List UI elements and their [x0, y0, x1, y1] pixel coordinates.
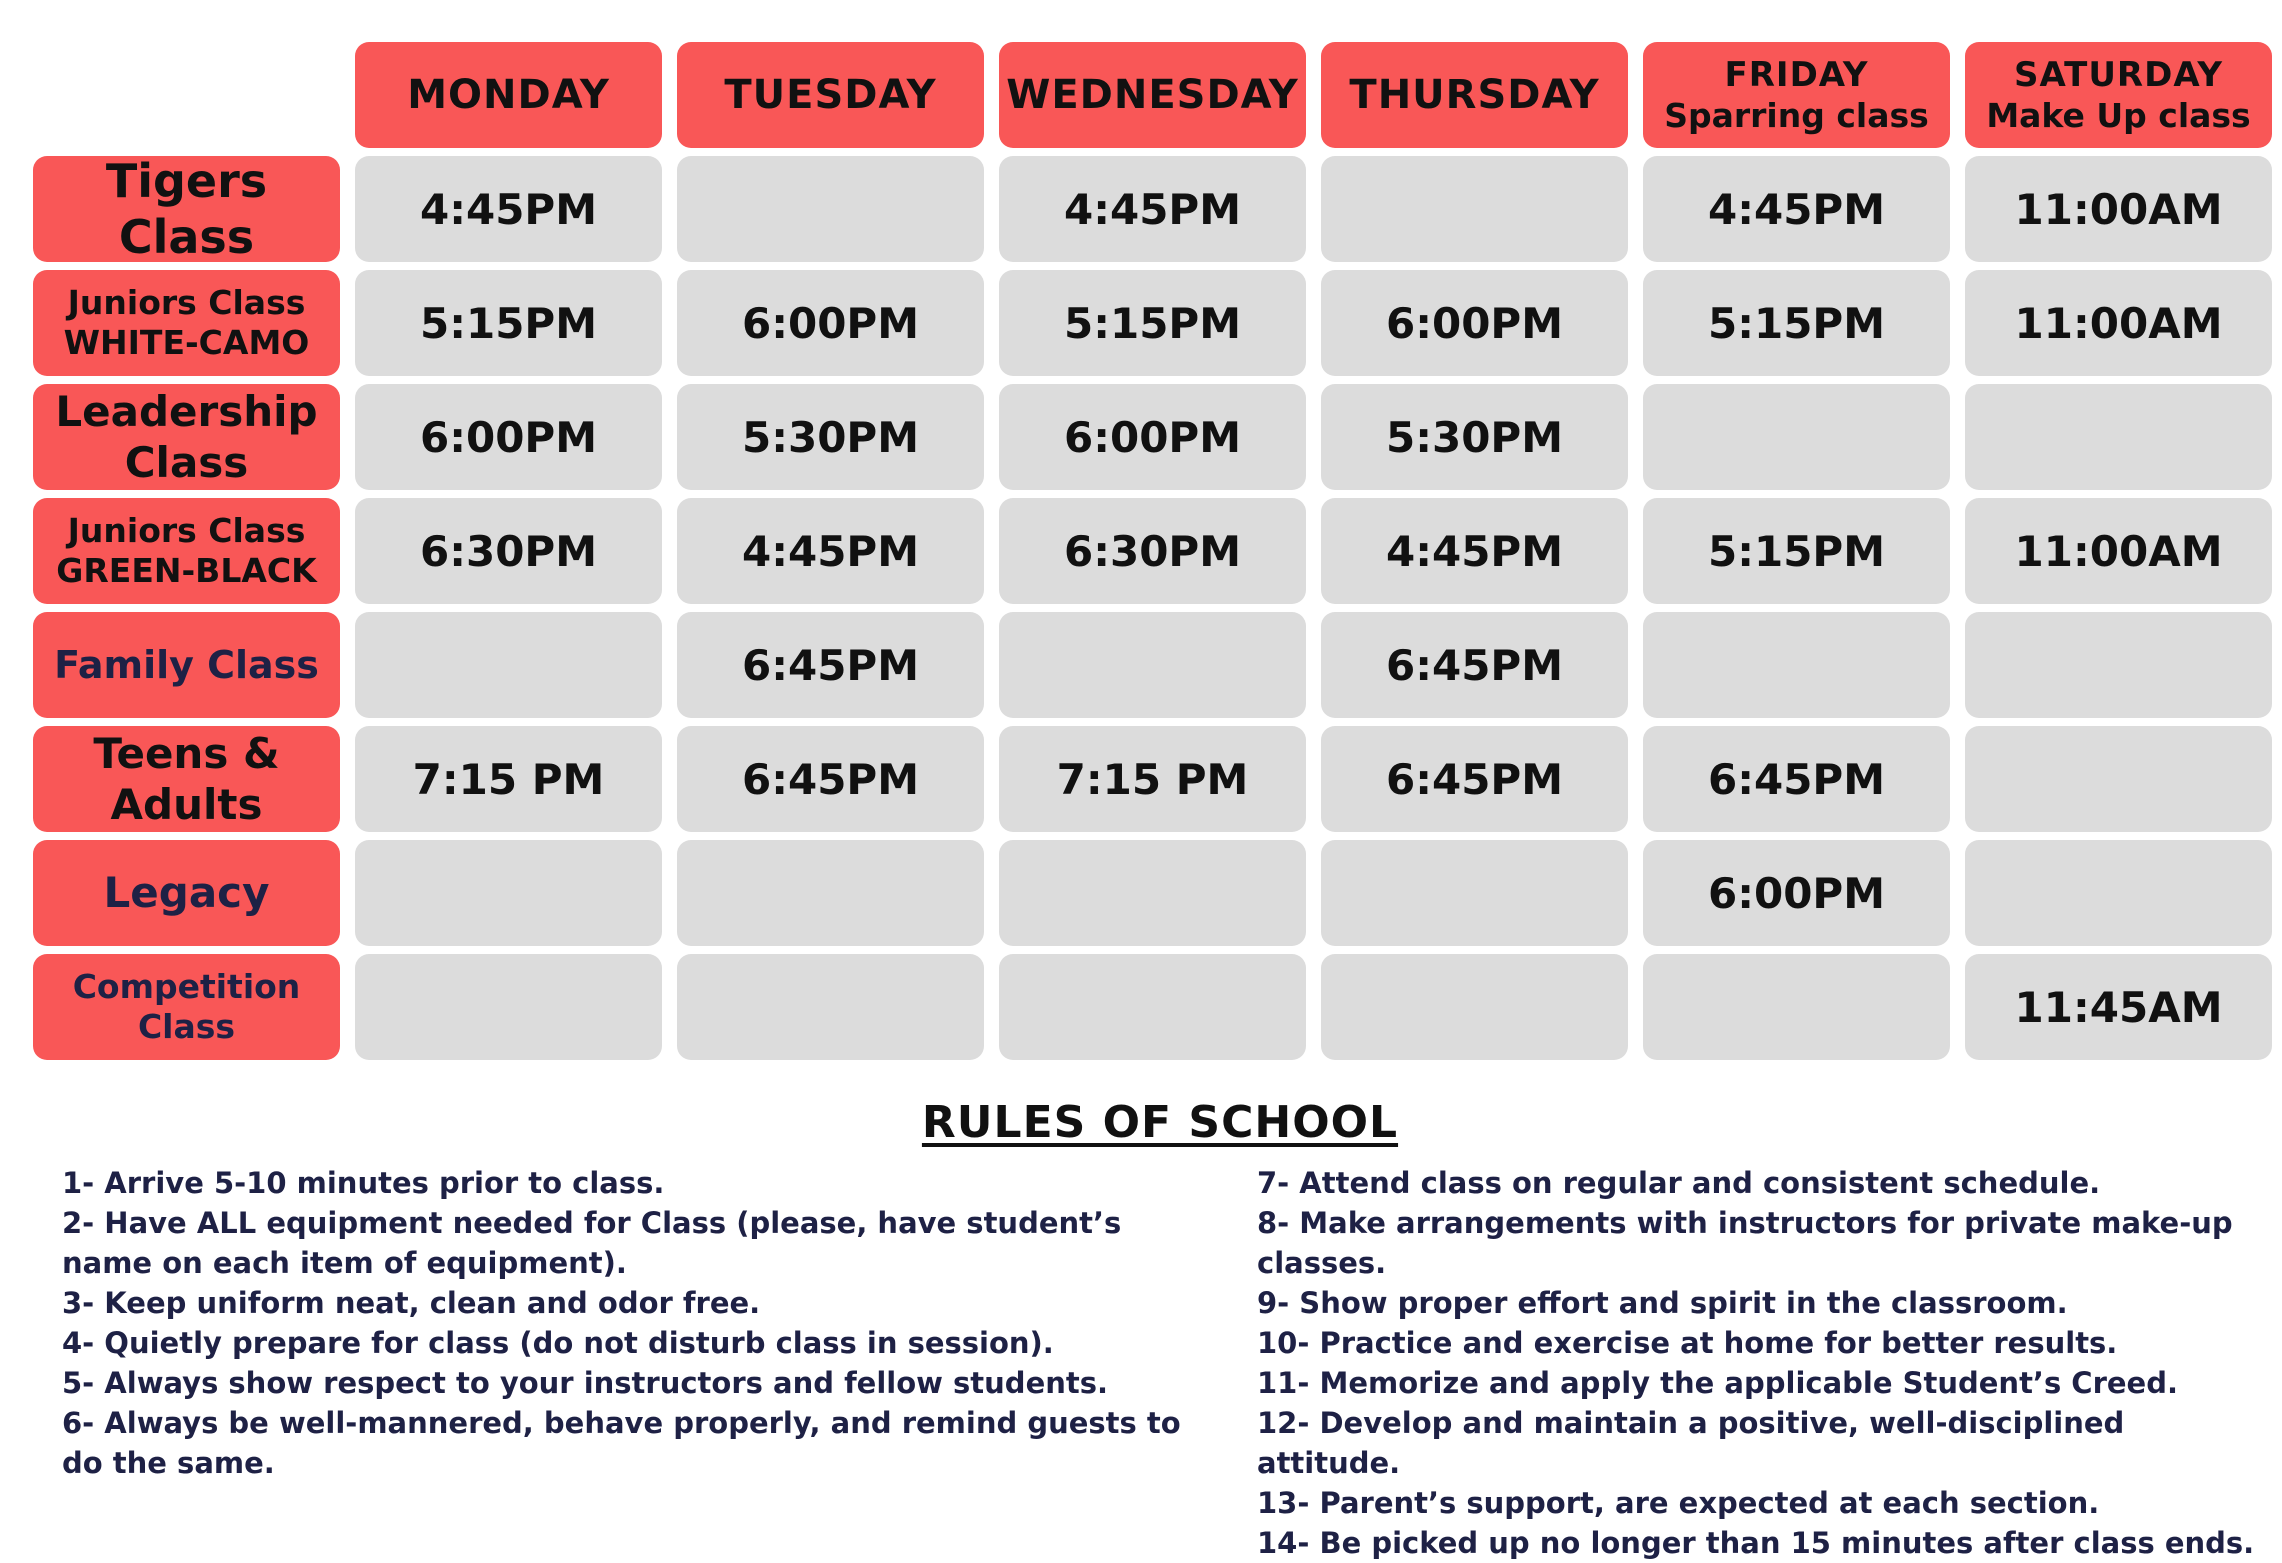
rule-item: 5- Always show respect to your instructors and fellow students.	[62, 1366, 1109, 1400]
class-label-0	[33, 153, 340, 264]
rule-item: 1- Arrive 5-10 minutes prior to class.	[62, 1166, 665, 1200]
time-cell	[1321, 954, 1628, 1060]
schedule-grid	[33, 42, 2279, 1060]
time-cell: 4:45PM	[677, 498, 984, 604]
time-cell: 7:15 PM	[999, 726, 1306, 832]
class-label-line1: Family Class	[54, 642, 319, 687]
time-cell: 5:30PM	[1321, 384, 1628, 490]
time-cell: 11:00AM	[1965, 270, 2272, 376]
class-label-line2: GREEN-BLACK	[56, 551, 317, 590]
day-name: THURSDAY	[1349, 72, 1600, 118]
class-label-2	[33, 384, 340, 490]
time-cell	[999, 954, 1306, 1060]
time-cell: 11:45AM	[1965, 954, 2272, 1060]
rule-item: 10- Practice and exercise at home for better results.	[1257, 1326, 2118, 1360]
rule-item: 3- Keep uniform neat, clean and odor free.	[62, 1286, 761, 1320]
day-name: FRIDAY	[1724, 54, 1869, 95]
time-cell	[1321, 840, 1628, 946]
rule-item: 12- Develop and maintain a positive, well-disciplined attitude.	[1257, 1406, 2125, 1480]
time-cell	[1321, 156, 1628, 262]
time-cell	[999, 840, 1306, 946]
time-cell: 4:45PM	[1643, 156, 1950, 262]
time-cell	[1965, 612, 2272, 718]
class-label-line1: Leadership	[55, 386, 318, 436]
day-header-1	[677, 42, 984, 148]
time-cell: 7:15 PM	[355, 726, 662, 832]
time-cell: 6:45PM	[1321, 726, 1628, 832]
time-cell: 6:45PM	[1643, 726, 1950, 832]
rule-item: 13- Parent’s support, are expected at each section.	[1257, 1486, 2100, 1520]
time-cell: 6:45PM	[677, 726, 984, 832]
time-cell: 6:00PM	[677, 270, 984, 376]
time-cell	[355, 954, 662, 1060]
time-cell: 6:00PM	[355, 384, 662, 490]
rule-item: 7- Attend class on regular and consistent schedule.	[1257, 1166, 2101, 1200]
day-subtitle: Sparring class	[1664, 95, 1929, 135]
rules-list-right	[1257, 1163, 2277, 1563]
time-cell	[1643, 612, 1950, 718]
class-label-line1: Teens & Adults	[93, 728, 280, 829]
class-label-3	[33, 498, 340, 604]
time-cell	[355, 612, 662, 718]
day-header-4	[1643, 42, 1950, 148]
rule-item: 9- Show proper effort and spirit in the classroom.	[1257, 1286, 2068, 1320]
class-label-line1: Competition	[72, 966, 301, 1006]
time-cell: 6:00PM	[1643, 840, 1950, 946]
class-label-line2: Class	[137, 1007, 236, 1046]
class-label-1	[33, 270, 340, 376]
time-cell	[677, 840, 984, 946]
time-cell: 5:15PM	[999, 270, 1306, 376]
class-label-7	[33, 954, 340, 1060]
day-header-5	[1965, 42, 2272, 148]
time-cell: 11:00AM	[1965, 498, 2272, 604]
class-label-line1: Juniors Class	[67, 510, 306, 550]
time-cell: 5:15PM	[355, 270, 662, 376]
time-cell: 11:00AM	[1965, 156, 2272, 262]
grid-corner	[33, 42, 340, 148]
time-cell: 5:15PM	[1643, 498, 1950, 604]
rules-title	[0, 1097, 2282, 1148]
time-cell	[999, 612, 1306, 718]
time-cell	[677, 156, 984, 262]
day-name: TUESDAY	[724, 72, 937, 118]
day-subtitle: Make Up class	[1986, 95, 2251, 135]
day-name: WEDNESDAY	[1006, 72, 1299, 118]
class-label-line2: WHITE-CAMO	[63, 323, 310, 362]
time-cell: 6:45PM	[1321, 612, 1628, 718]
time-cell	[355, 840, 662, 946]
class-label-6	[33, 840, 340, 946]
time-cell: 6:00PM	[999, 384, 1306, 490]
rule-item: 2- Have ALL equipment needed for Class (please, have student’s name on each item of equipment).	[62, 1206, 1122, 1280]
rules-list-left	[62, 1163, 1182, 1483]
class-label-line1: Tigers Class	[105, 153, 268, 264]
time-cell: 6:00PM	[1321, 270, 1628, 376]
rule-item: 14- Be picked up no longer than 15 minutes after class ends.	[1257, 1526, 2255, 1560]
time-cell: 4:45PM	[355, 156, 662, 262]
time-cell	[1965, 384, 2272, 490]
day-name: SATURDAY	[2013, 54, 2224, 95]
time-cell: 6:30PM	[355, 498, 662, 604]
time-cell	[1643, 954, 1950, 1060]
time-cell: 6:45PM	[677, 612, 984, 718]
day-header-3	[1321, 42, 1628, 148]
time-cell	[1643, 384, 1950, 490]
day-header-0	[355, 42, 662, 148]
class-label-4	[33, 612, 340, 718]
rule-item: 4- Quietly prepare for class (do not disturb class in session).	[62, 1326, 1054, 1360]
class-label-line2: Class	[124, 438, 249, 487]
rule-item: 6- Always be well-mannered, behave properly, and remind guests to do the same.	[62, 1406, 1181, 1480]
class-label-5	[33, 726, 340, 832]
class-label-line1: Legacy	[103, 868, 270, 918]
time-cell: 5:30PM	[677, 384, 984, 490]
time-cell	[1965, 726, 2272, 832]
time-cell	[1965, 840, 2272, 946]
rule-item: 8- Make arrangements with instructors for private make-up classes.	[1257, 1206, 2233, 1280]
day-name: MONDAY	[407, 72, 610, 118]
day-header-2	[999, 42, 1306, 148]
time-cell: 4:45PM	[999, 156, 1306, 262]
time-cell	[677, 954, 984, 1060]
time-cell: 5:15PM	[1643, 270, 1950, 376]
rule-item: 11- Memorize and apply the applicable Student’s Creed.	[1257, 1366, 2179, 1400]
class-label-line1: Juniors Class	[67, 282, 306, 322]
time-cell: 4:45PM	[1321, 498, 1628, 604]
time-cell: 6:30PM	[999, 498, 1306, 604]
rules-title-text: RULES OF SCHOOL	[921, 1097, 1399, 1148]
